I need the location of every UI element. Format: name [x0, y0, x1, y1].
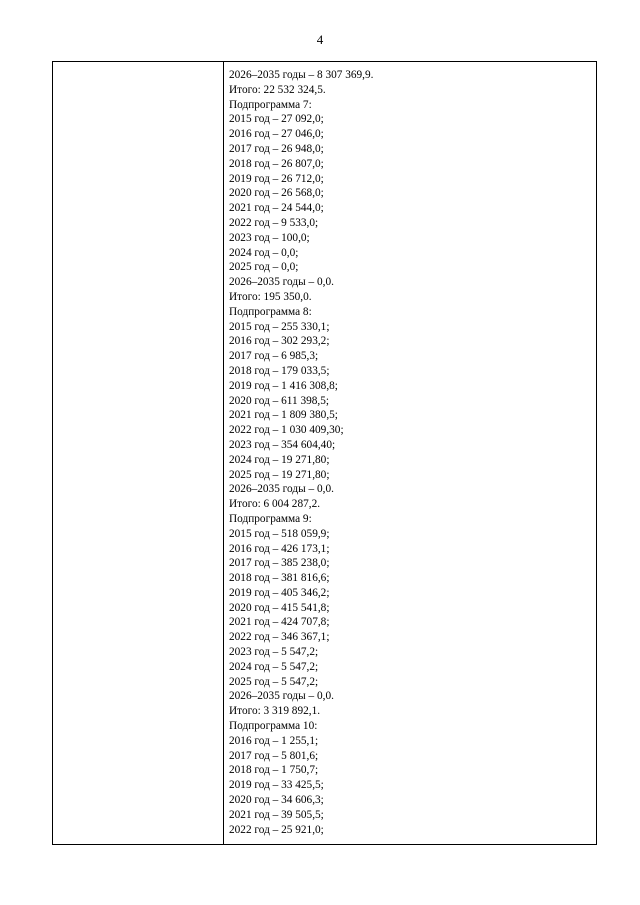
funding-line: 2017 год – 5 801,6;	[229, 749, 319, 762]
funding-line: 2016 год – 426 173,1;	[229, 542, 330, 555]
funding-line: 2018 год – 1 750,7;	[229, 764, 319, 777]
funding-line: 2022 год – 9 533,0;	[229, 216, 319, 229]
funding-line: Подпрограмма 7:	[229, 98, 312, 111]
funding-line: 2026–2035 годы – 0,0.	[229, 483, 334, 496]
funding-line: 2025 год – 19 271,80;	[229, 468, 330, 481]
funding-line: 2026–2035 годы – 8 307 369,9.	[229, 69, 374, 81]
column-divider	[223, 62, 224, 844]
funding-details-cell	[229, 68, 592, 837]
funding-line: 2018 год – 381 816,6;	[229, 572, 330, 585]
funding-line: 2024 год – 0,0;	[229, 246, 299, 259]
funding-line: 2016 год – 302 293,2;	[229, 335, 330, 348]
funding-line: 2025 год – 5 547,2;	[229, 675, 319, 688]
funding-line: 2023 год – 5 547,2;	[229, 646, 319, 659]
funding-line: 2015 год – 27 092,0;	[229, 113, 324, 126]
funding-line: Итого: 6 004 287,2.	[229, 498, 321, 511]
funding-line: 2018 год – 179 033,5;	[229, 364, 330, 377]
funding-line: Итого: 195 350,0.	[229, 290, 312, 303]
funding-line: 2023 год – 354 604,40;	[229, 438, 336, 451]
funding-line: 2024 год – 5 547,2;	[229, 660, 319, 673]
funding-line: 2021 год – 39 505,5;	[229, 808, 324, 821]
funding-line: 2019 год – 26 712,0;	[229, 172, 324, 185]
funding-line: 2020 год – 26 568,0;	[229, 187, 324, 200]
funding-line: 2023 год – 100,0;	[229, 231, 310, 244]
funding-line: 2020 год – 34 606,3;	[229, 794, 324, 807]
funding-line: 2021 год – 1 809 380,5;	[229, 409, 338, 422]
funding-line: 2021 год – 424 707,8;	[229, 616, 330, 629]
funding-line: 2017 год – 26 948,0;	[229, 142, 324, 155]
funding-line: 2018 год – 26 807,0;	[229, 157, 324, 170]
funding-line: Итого: 3 319 892,1.	[229, 705, 321, 718]
funding-line: 2025 год – 0,0;	[229, 261, 299, 274]
funding-line: Подпрограмма 8:	[229, 305, 312, 318]
funding-line: Итого: 22 532 324,5.	[229, 83, 326, 96]
funding-line: 2026–2035 годы – 0,0.	[229, 690, 334, 703]
funding-line: Подпрограмма 9:	[229, 512, 312, 525]
funding-line: 2015 год – 255 330,1;	[229, 320, 330, 333]
page-number: 4	[316, 32, 324, 47]
funding-line: 2019 год – 1 416 308,8;	[229, 379, 338, 392]
funding-line: 2016 год – 27 046,0;	[229, 128, 324, 141]
funding-line: 2017 год – 6 985,3;	[229, 350, 319, 363]
funding-line: 2022 год – 25 921,0;	[229, 823, 324, 836]
funding-line: Подпрограмма 10:	[229, 720, 318, 733]
funding-line: 2016 год – 1 255,1;	[229, 734, 319, 747]
funding-line: 2019 год – 33 425,5;	[229, 779, 324, 792]
funding-line: 2021 год – 24 544,0;	[229, 202, 324, 215]
funding-line: 2017 год – 385 238,0;	[229, 557, 330, 570]
funding-line: 2024 год – 19 271,80;	[229, 453, 330, 466]
funding-line: 2020 год – 611 398,5;	[229, 394, 330, 407]
funding-line: 2022 год – 346 367,1;	[229, 631, 330, 644]
funding-table	[52, 61, 597, 845]
funding-line: 2015 год – 518 059,9;	[229, 527, 330, 540]
funding-line: 2020 год – 415 541,8;	[229, 601, 330, 614]
funding-line: 2026–2035 годы – 0,0.	[229, 276, 334, 289]
funding-line: 2022 год – 1 030 409,30;	[229, 424, 344, 437]
funding-line: 2019 год – 405 346,2;	[229, 586, 330, 599]
